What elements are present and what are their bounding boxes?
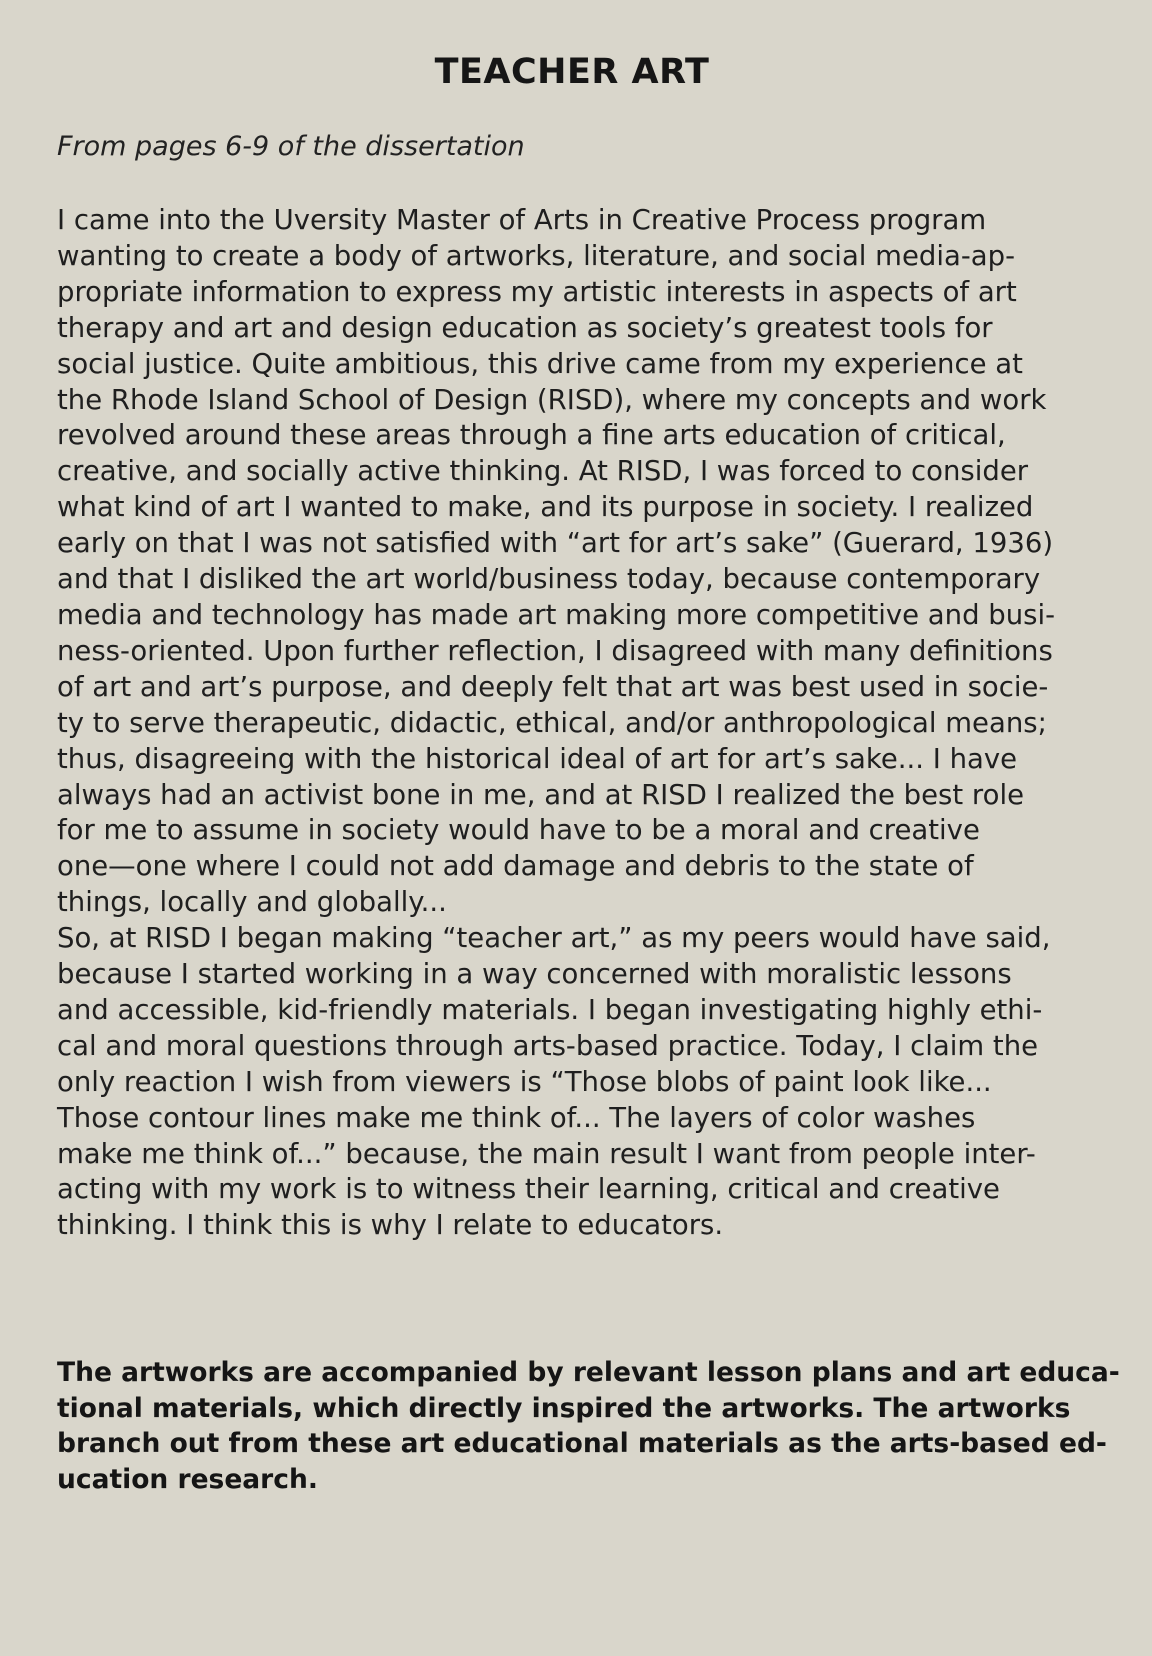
text-line: of art and art’s purpose, and deeply felt that art was best used in socie- [57, 670, 1049, 703]
text-line: because I started working in a way concerned with moralistic lessons [57, 958, 1012, 991]
page-title: TEACHER ART [434, 52, 710, 92]
text-line: one—one where I could not add damage and debris to the state of [57, 850, 974, 883]
text-line: propriate information to express my artistic interests in aspects of art [57, 275, 1017, 308]
text-line: Those contour lines make me think of... The layers of color washes [57, 1101, 976, 1134]
text-line: social justice. Quite ambitious, this drive came from my experience at [57, 347, 1023, 380]
text-line: So, at RISD I began making “teacher art,” as my peers would have said, [57, 922, 1051, 955]
text-line: thus, disagreeing with the historical ideal of art for art’s sake... I have [57, 742, 1018, 775]
text-line: branch out from these art educational materials as the arts-based ed- [57, 1428, 1107, 1460]
body-text [57, 203, 1097, 1244]
text-line: and accessible, kid-friendly materials. I began investigating highly ethi- [57, 993, 1043, 1026]
text-line: I came into the Uversity Master of Arts in Creative Process program [57, 204, 987, 236]
text-line: ucation research. [57, 1463, 318, 1495]
text-line: wanting to create a body of artworks, literature, and social media-ap- [57, 239, 1015, 272]
text-line: cal and moral questions through arts-based practice. Today, I claim the [57, 1029, 1039, 1062]
text-line: for me to assume in society would have to be a moral and creative [57, 814, 980, 847]
text-line: the Rhode Island School of Design (RISD), where my concepts and work [57, 383, 1047, 416]
text-line: only reaction I wish from viewers is “Those blobs of paint look like... [57, 1065, 992, 1098]
text-line: always had an activist bone in me, and at RISD I realized the best role [57, 778, 1024, 811]
text-line: media and technology has made art making more competitive and busi- [57, 598, 1056, 631]
text-line: ty to serve therapeutic, didactic, ethical, and/or anthropological means; [57, 706, 1047, 739]
paragraph-1 [57, 203, 1097, 921]
text-line: early on that I was not satisfied with “art for art’s sake” (Guerard, 1936) [57, 527, 1054, 560]
text-line: The artworks are accompanied by relevant lesson plans and art educa- [57, 1357, 1120, 1388]
text-line: ness-oriented. Upon further reflection, I disagreed with many definitions [57, 634, 1053, 667]
text-line: what kind of art I wanted to make, and its purpose in society. I realized [57, 491, 1034, 524]
text-line: acting with my work is to witness their learning, critical and creative [57, 1173, 1000, 1206]
closing-statement [57, 1355, 1120, 1497]
text-line: and that I disliked the art world/business today, because contemporary [57, 563, 1041, 596]
text-line: revolved around these areas through a fine arts education of critical, [57, 419, 1006, 452]
paragraph-2 [57, 921, 1097, 1244]
text-line: therapy and art and design education as society’s greatest tools for [57, 311, 993, 344]
text-line: thinking. I think this is why I relate to educators. [57, 1209, 724, 1242]
text-line: things, locally and globally... [57, 886, 447, 919]
text-line: make me think of...” because, the main result I want from people inter- [57, 1137, 1036, 1170]
text-line: creative, and socially active thinking. At RISD, I was forced to consider [57, 455, 1029, 488]
text-line: tional materials, which directly inspired the artworks. The artworks [57, 1392, 1071, 1424]
page-subtitle: From pages 6-9 of the dissertation [57, 131, 525, 162]
